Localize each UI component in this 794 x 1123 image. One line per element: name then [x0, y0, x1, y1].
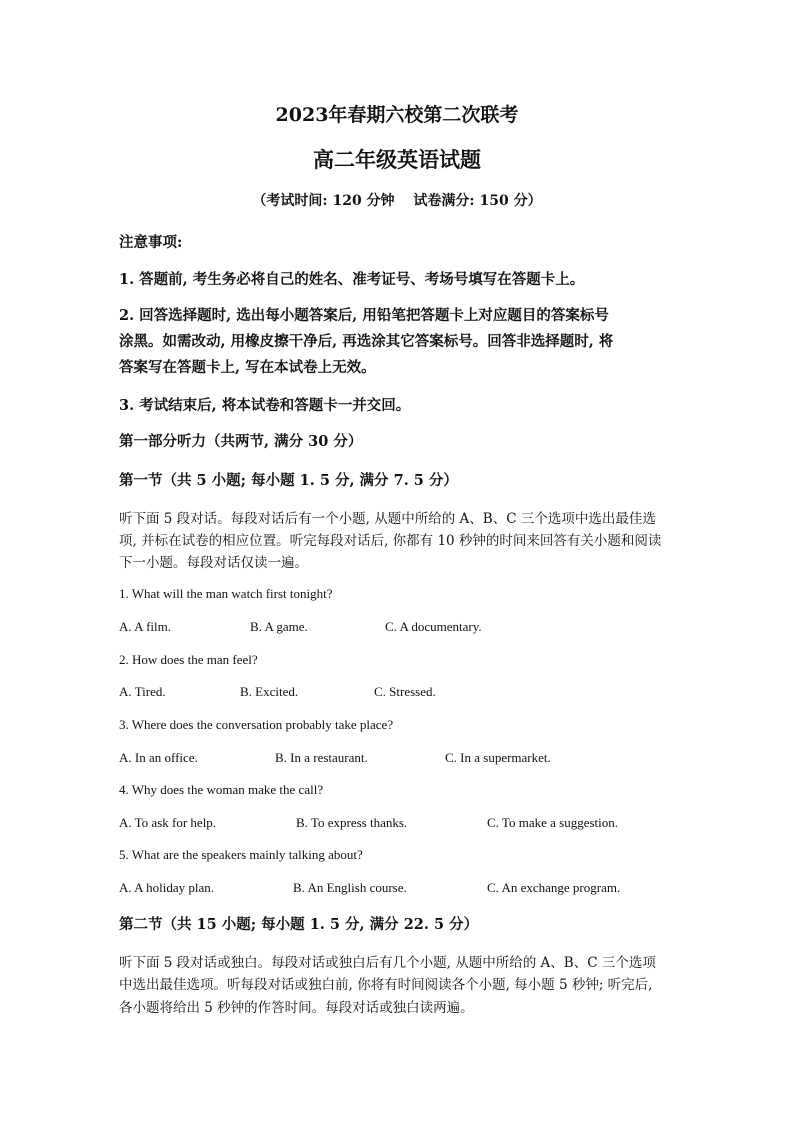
- option-a: A. To ask for help.: [119, 815, 217, 830]
- question-text: 2. How does the man feel?: [119, 652, 258, 667]
- option-a: A. Tired.: [119, 684, 166, 699]
- option-b: B. Excited.: [240, 684, 299, 699]
- note-item: 1. 答题前, 考生务必将自己的姓名、准考证号、考场号填写在答题卡上。: [119, 271, 585, 288]
- note-item: 3. 考试结束后, 将本试卷和答题卡一并交回。: [119, 397, 411, 414]
- option-a: A. In an office.: [119, 750, 198, 765]
- option-b: B. To express thanks.: [296, 815, 408, 830]
- option-c: C. Stressed.: [374, 684, 436, 699]
- option-c: C. In a supermarket.: [445, 750, 551, 765]
- question-text: 1. What will the man watch first tonight?: [119, 586, 333, 601]
- option-b: B. A game.: [250, 619, 308, 634]
- section2-heading: 第二节（共 15 小题; 每小题 1. 5 分, 满分 22. 5 分）: [119, 916, 479, 933]
- option-a: A. A holiday plan.: [119, 880, 214, 895]
- section2-instructions: 听下面 5 段对话或独白。每段对话或独白后有几个小题, 从题中所给的 A、B、C 三个选项: [119, 955, 656, 971]
- option-a: A. A film.: [119, 619, 172, 634]
- note-item: 答案写在答题卡上, 写在本试卷上无效。: [119, 359, 376, 376]
- section1-instructions: 项, 并标在试卷的相应位置。听完每段对话后, 你都有 10 秒钟的时间来回答有关小题和阅读: [119, 533, 662, 549]
- option-c: C. To make a suggestion.: [487, 815, 619, 830]
- notes-heading: 注意事项:: [119, 234, 183, 251]
- section1-instructions: 听下面 5 段对话。每段对话后有一个小题, 从题中所给的 A、B、C 三个选项中选出最佳选: [119, 511, 656, 527]
- question-text: 5. What are the speakers mainly talking about?: [119, 847, 363, 862]
- exam-subtitle: 高二年级英语试题: [313, 147, 481, 172]
- option-b: B. In a restaurant.: [275, 750, 368, 765]
- section1-heading: 第一节（共 5 小题; 每小题 1. 5 分, 满分 7. 5 分）: [119, 472, 458, 489]
- option-c: C. A documentary.: [385, 619, 482, 634]
- section2-instructions: 各小题将给出 5 秒钟的作答时间。每段对话或独白读两遍。: [119, 1000, 474, 1016]
- part1-heading: 第一部分听力（共两节, 满分 30 分）: [119, 433, 363, 450]
- question-text: 4. Why does the woman make the call?: [119, 782, 324, 797]
- exam-info: （考试时间: 120 分钟 试卷满分: 150 分）: [252, 193, 542, 209]
- option-c: C. An exchange program.: [487, 880, 621, 895]
- note-item: 2. 回答选择题时, 选出每小题答案后, 用铅笔把答题卡上对应题目的答案标号: [119, 307, 609, 324]
- section1-instructions: 下一小题。每段对话仅读一遍。: [119, 555, 308, 571]
- section2-instructions: 中选出最佳选项。听每段对话或独白前, 你将有时间阅读各个小题, 每小题 5 秒钟; 听完后,: [119, 977, 653, 993]
- option-b: B. An English course.: [293, 880, 407, 895]
- question-text: 3. Where does the conversation probably take place?: [119, 717, 394, 732]
- note-item: 涂黑。如需改动, 用橡皮擦干净后, 再选涂其它答案标号。回答非选择题时, 将: [119, 333, 614, 350]
- exam-title: 2023年春期六校第二次联考: [275, 104, 519, 126]
